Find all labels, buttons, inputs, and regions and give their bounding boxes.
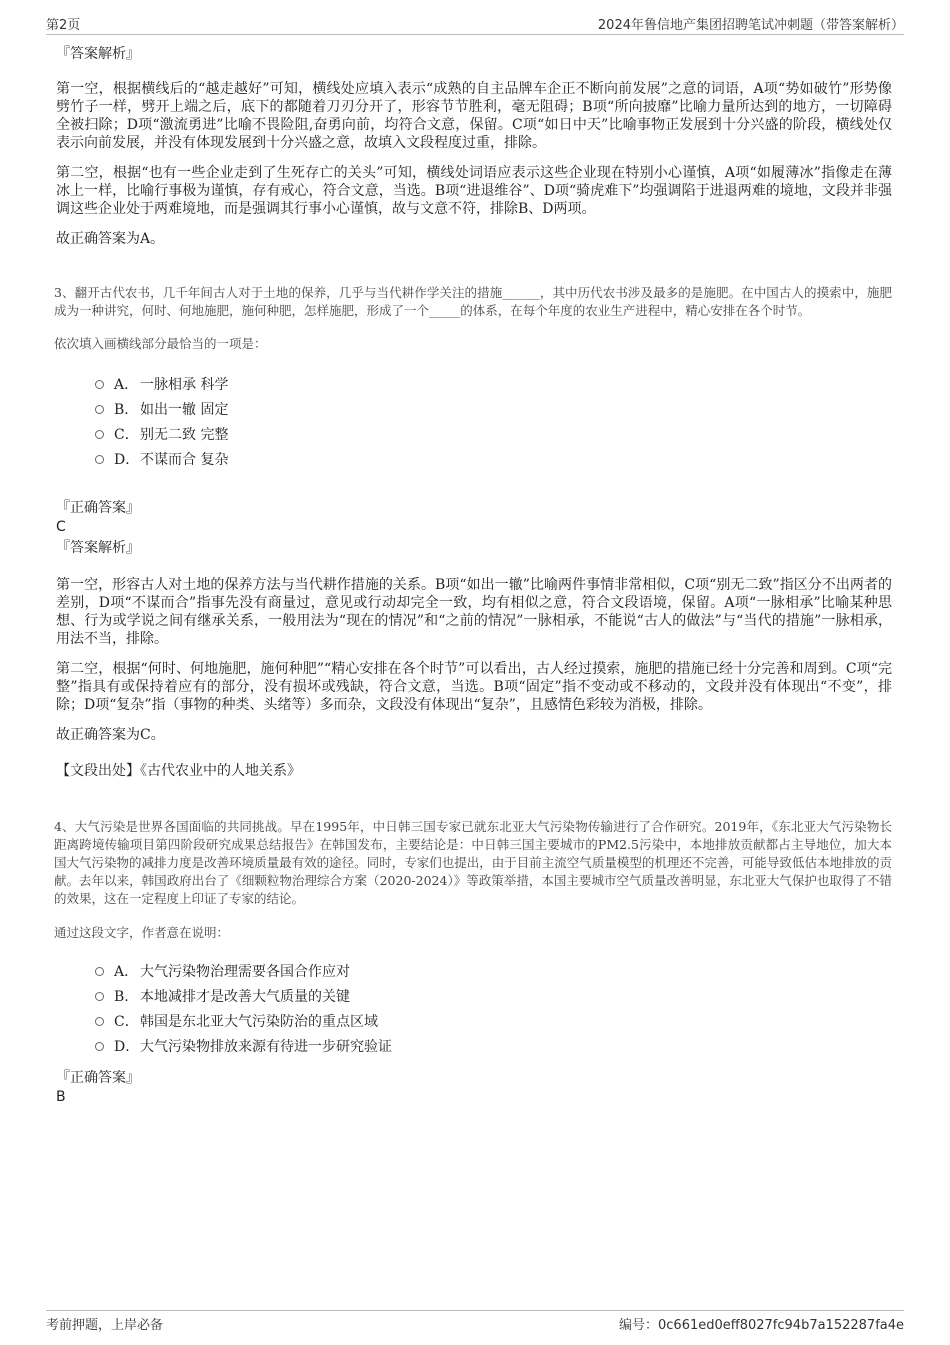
question-prompt: 依次填入画横线部分最恰当的一项是： [54, 336, 267, 351]
correct-answer: C [56, 519, 66, 535]
option-b[interactable]: B. 如出一辙 固定 [54, 400, 892, 425]
question-4 [54, 818, 892, 1062]
page-footer [46, 1310, 904, 1331]
option-b[interactable]: B. 本地减排才是改善大气质量的关键 [54, 987, 892, 1012]
answer-label: 『正确答案』 [56, 1070, 140, 1086]
q2-analysis-section [56, 44, 892, 260]
radio-icon[interactable] [95, 1042, 104, 1051]
page-number: 第2页 [46, 18, 81, 33]
option-d[interactable]: D．不谋而合 复杂 [54, 450, 892, 475]
analysis-paragraph: 第二空，根据“何时、何地施肥，施何种肥”“精心安排在各个时节”可以看出，古人经过摸索，施肥的措施已经十分完善和周到。C项“完整”指具有或保持着应有的部分，没有损坏或残缺，符合文意，当选。B项“固定”指不变动或不移动的，文段并没有体现出“不变”，排除；D项“复杂”指（事物的种类、头绪等）多而杂，文段没有体现出“复杂”，且感情色彩较为消极，排除。 [56, 661, 892, 713]
radio-icon[interactable] [95, 430, 104, 439]
page-header [46, 14, 904, 35]
analysis-paragraph: 第二空，根据“也有一些企业走到了生死存亡的关头”可知，横线处词语应表示这些企业现在特别小心谨慎，A项“如履薄冰”指像走在薄冰上一样，比喻行事极为谨慎，存有戒心，符合文意，当选。B项“进退维谷”、D项“骑虎难下”均强调陷于进退两难的境地，文段并非强调这些企业处于两难境地，而是强调其行事小心谨慎，故与文意不符，排除B、D两项。 [56, 165, 892, 217]
option-c[interactable]: C．别无二致 完整 [54, 425, 892, 450]
radio-icon[interactable] [95, 1017, 104, 1026]
question-3 [54, 284, 892, 475]
question-stem: 3、翻开古代农书，几千年间古人对于土地的保养，几乎与当代耕作学关注的措施______，其中历代农书涉及最多的是施肥。在中国古人的摸索中，施肥成为一种讲究，何时、何地施肥，施何种肥，怎样施肥，形成了一个_____的体系，在每个年度的农业生产进程中，精心安排在各个时节。 [54, 285, 892, 318]
document-id: 编号：0c661ed0eff8027fc94b7a152287fa4e [619, 1318, 904, 1333]
source-citation: 【文段出处】《古代农业中的人地关系》 [56, 763, 301, 779]
analysis-paragraph: 第一空，形容古人对土地的保养方法与当代耕作措施的关系。B项“如出一辙”比喻两件事情非常相似，C项“别无二致”指区分不出两者的差别，D项“不谋而合”指事先没有商量过，意见或行动却完全一致，均有相似之意，符合文段语境，保留。A项“一脉相承”比喻某种思想、行为或学说之间有继承关系，一般用法为“现在的情况”和“之前的情况”一脉相承，不能说“古人的做法”与“当代的措施”一脉相承，用法不当，排除。 [56, 577, 892, 647]
analysis-label: 『答案解析』 [56, 540, 140, 556]
option-list [54, 375, 892, 475]
option-d[interactable]: D．大气污染物排放来源有待进一步研究验证 [54, 1037, 892, 1062]
option-list [54, 962, 892, 1062]
q4-answer-section [56, 1068, 892, 1106]
q3-answer-section [56, 498, 892, 792]
correct-answer: B [56, 1089, 66, 1105]
answer-label: 『正确答案』 [56, 500, 140, 516]
option-a[interactable]: A． 大气污染物治理需要各国合作应对 [54, 962, 892, 987]
question-prompt: 通过这段文字，作者意在说明： [54, 925, 230, 940]
answer-conclusion: 故正确答案为C。 [56, 727, 165, 743]
radio-icon[interactable] [95, 992, 104, 1001]
analysis-paragraph: 第一空，根据横线后的“越走越好”可知，横线处应填入表示“成熟的自主品牌车企正不断向前发展”之意的词语，A项“势如破竹”形势像劈竹子一样，劈开上端之后，底下的都随着刀刃分开了，形容节节胜利，毫无阻碍；B项“所向披靡”比喻力量所达到的地方，一切障碍全被扫除；D项“激流勇进”比喻不畏险阻,奋勇向前，均符合文意，保留。C项“如日中天”比喻事物正发展到十分兴盛的阶段，横线处仅表示向前发展，并没有体现发展到十分兴盛之意，故填入文段程度过重，排除。 [56, 81, 892, 151]
analysis-label: 『答案解析』 [56, 46, 140, 62]
radio-icon[interactable] [95, 455, 104, 464]
radio-icon[interactable] [95, 967, 104, 976]
document-title: 2024年鲁信地产集团招聘笔试冲刺题（带答案解析） [597, 18, 904, 33]
option-c[interactable]: C．韩国是东北亚大气污染防治的重点区域 [54, 1012, 892, 1037]
option-a[interactable]: A． 一脉相承 科学 [54, 375, 892, 400]
answer-conclusion: 故正确答案为A。 [56, 231, 165, 247]
radio-icon[interactable] [95, 405, 104, 414]
footer-note: 考前押题，上岸必备 [46, 1318, 164, 1333]
question-stem: 4、大气污染是世界各国面临的共同挑战。早在1995年，中日韩三国专家已就东北亚大气污染物传输进行了合作研究。2019年，《东北亚大气污染物长距离跨境传输项目第四阶段研究成果总结报告》在韩国发布，主要结论是：中日韩三国主要城市的PM2.5污染中，本地排放贡献都占主导地位，加大本国大气污染物的减排力度是改善环境质量最有效的途径。同时，专家们也提出，由于目前主流空气质量模型的机理还不完善，可能导致低估本地排放的贡献。去年以来，韩国政府出台了《细颗粒物治理综合方案（2020-2024）》等政策举措，本国主要城市空气质量改善明显，东北亚大气保护也取得了不错的效果，这在一定程度上印证了专家的结论。 [54, 819, 892, 906]
radio-icon[interactable] [95, 380, 104, 389]
